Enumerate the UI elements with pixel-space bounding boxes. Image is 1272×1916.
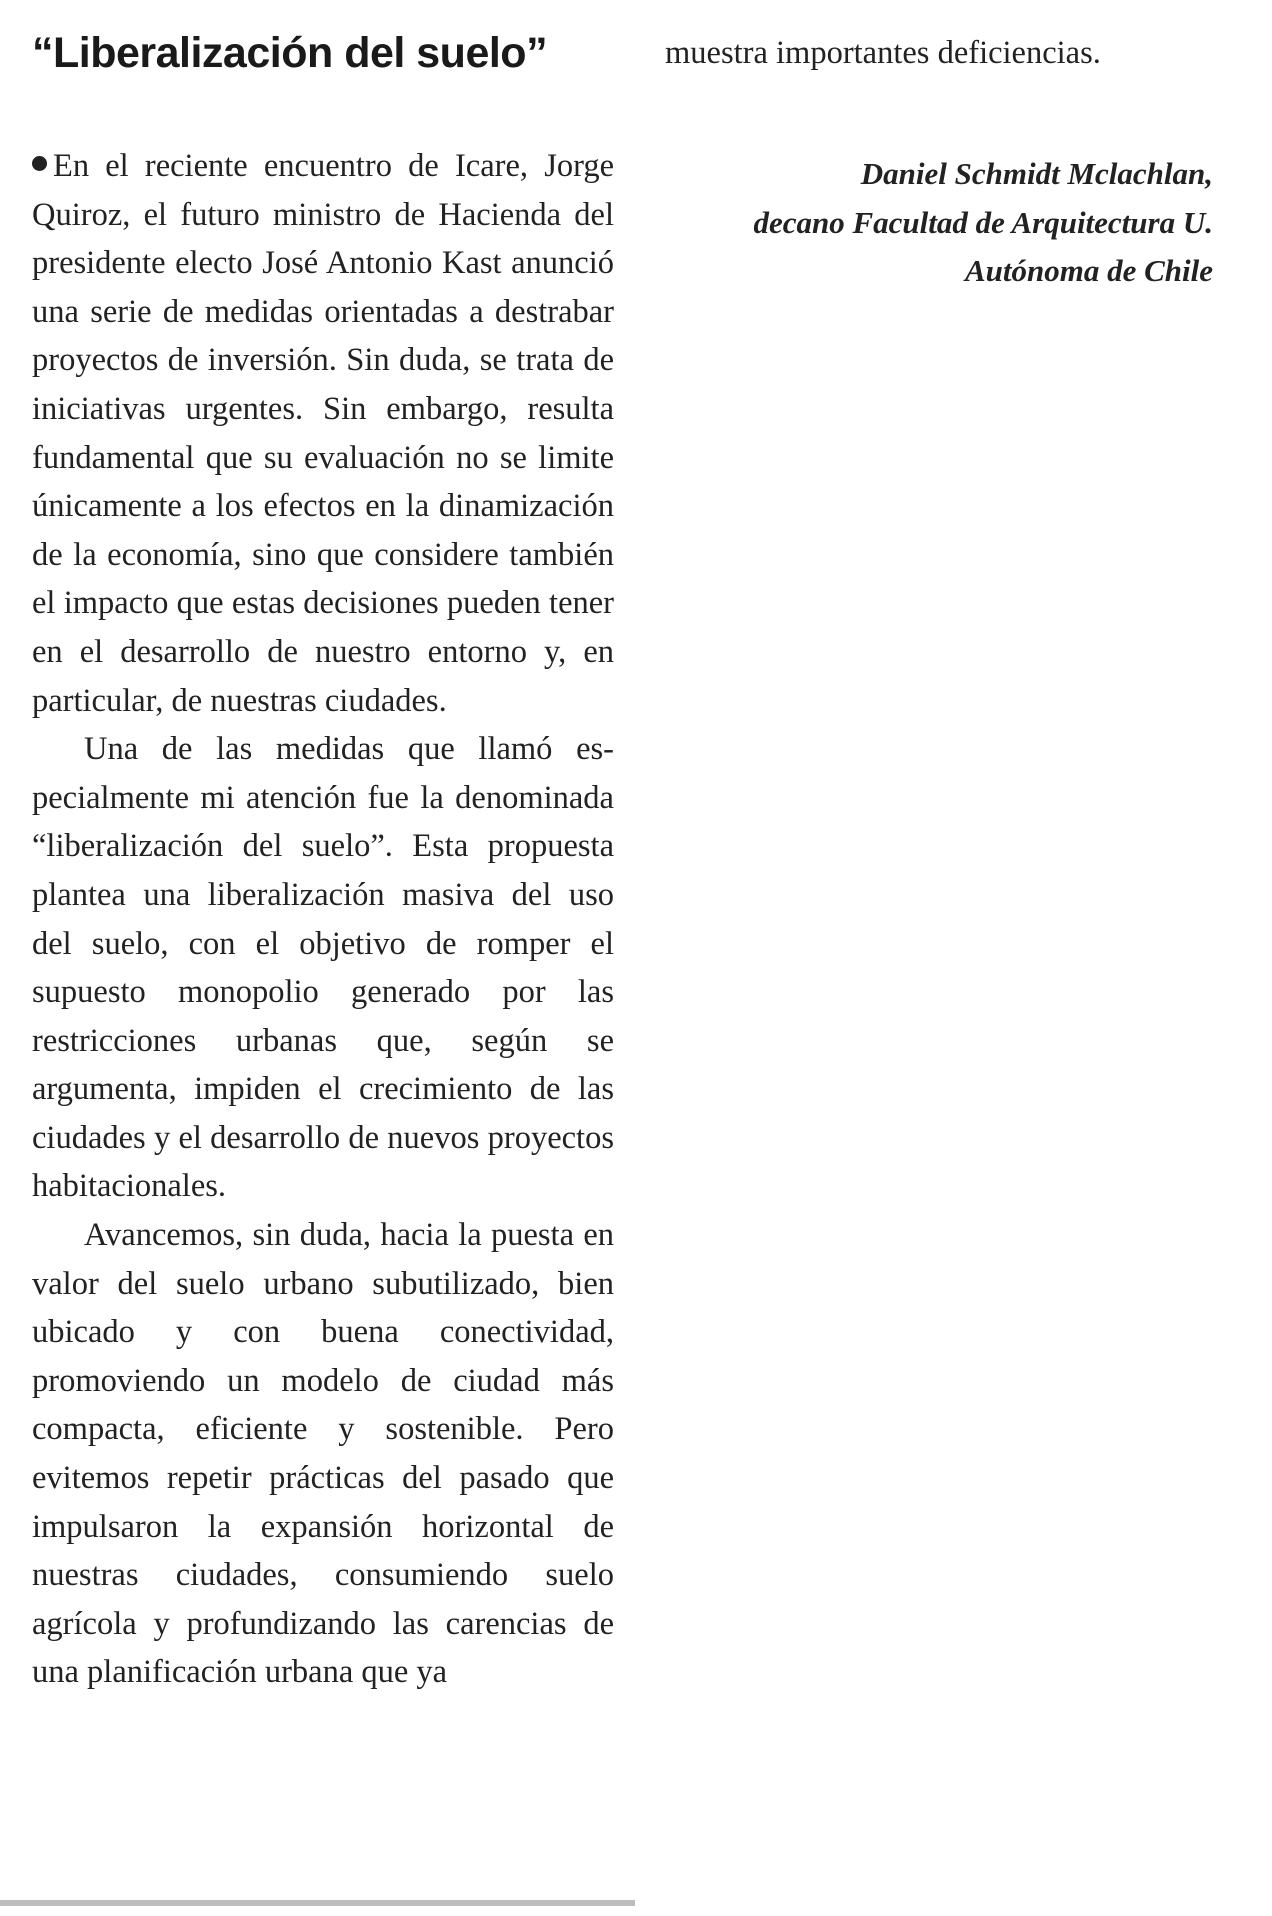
paragraph-1 <box>32 142 614 725</box>
right-column <box>665 26 1245 296</box>
letter-headline: “Liberalización del suelo” <box>32 29 548 77</box>
signature-block <box>665 150 1245 296</box>
paragraph-1-text: En el reciente encuentro de Icare, Jorge Quiroz, el futuro ministro de Hacienda del presidente electo José Antonio Kast anunció una serie de medidas orientadas a destrabar proyectos de inversión. Sin duda, se trata de iniciativas urgentes. Sin embargo, resulta fundamental que su evaluación no se limite únicamente a los efectos en la dinamización de la economía, sino que considere también el impacto que estas decisiones pueden tener en el desarrollo de nuestro entorno y, en particular, de nuestras ciudades. <box>32 148 614 719</box>
letter-body <box>32 142 614 1697</box>
signature-institution: Autónoma de Chile <box>964 253 1213 289</box>
continued-text: muestra importantes deficiencias. <box>665 35 1101 71</box>
left-column <box>32 26 614 1697</box>
paragraph-2: Una de las medidas que llamó especialmente mi atención fue la denominada “liberalización del suelo”. Esta propuesta plantea una liberalización masiva del uso del suelo, con el objetivo de romper el supuesto monopolio generado por las restricciones urbanas que, según se argumenta, impiden el crecimiento de las ciudades y el desarrollo de nuevos proyectos habitacionales. <box>32 731 614 1205</box>
signature-name: Daniel Schmidt Mclachlan, <box>860 156 1213 191</box>
bullet-icon <box>32 156 47 171</box>
signature-title: decano Facultad de Arquitectura U. <box>753 204 1213 240</box>
paragraph-3: Avancemos, sin duda, hacia la puesta en valor del suelo urbano subutilizado, bien ubicado y con buena conectividad, promoviendo un modelo de ciudad más compacta, eficiente y sostenible. Pero evitemos repetir prácticas del pasado que impulsaron la expansión horizontal de nuestras ciudades, consumiendo suelo agrícola y profundizando las carencias de una planificación urbana que ya <box>32 1217 614 1691</box>
bottom-divider <box>0 1900 635 1906</box>
